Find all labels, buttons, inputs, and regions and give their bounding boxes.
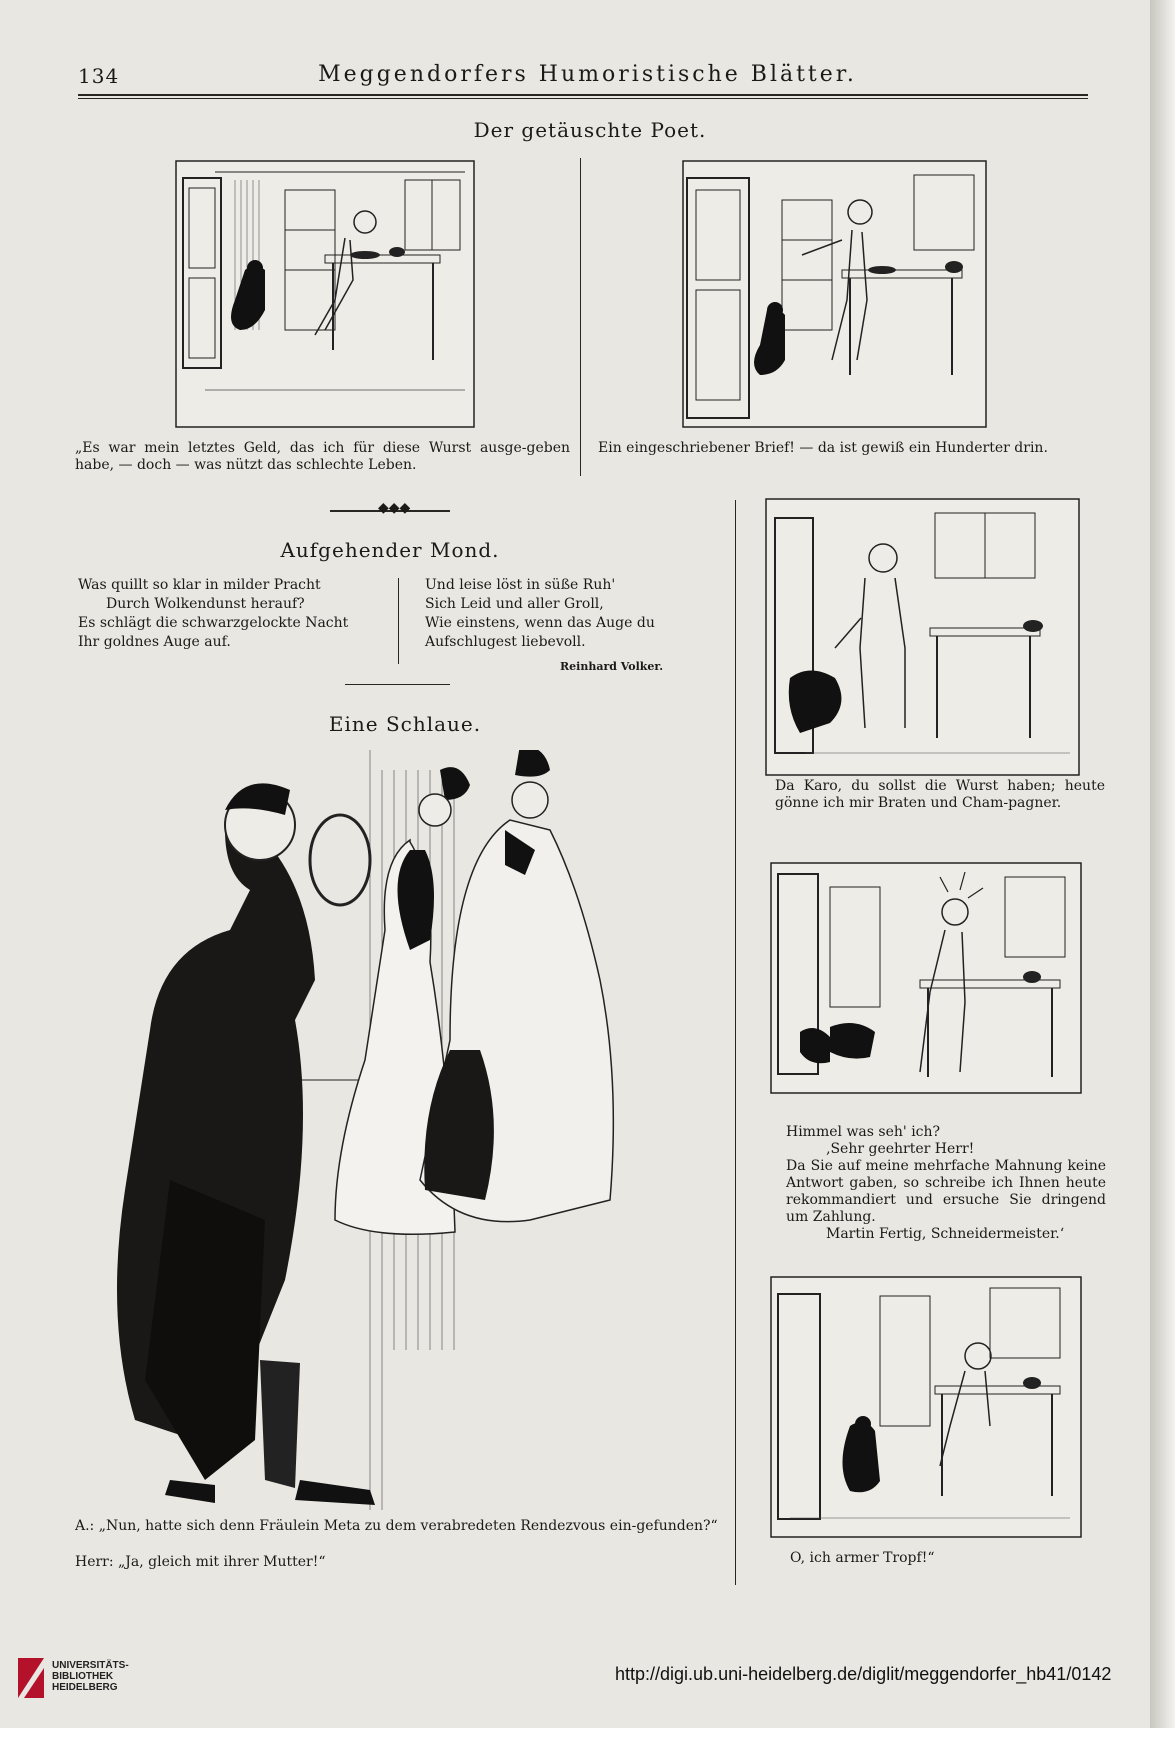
caption-4-line-4: Martin Fertig, Schneidermeister.‘	[826, 1226, 1065, 1242]
section-divider	[345, 684, 450, 685]
schlaue-illustration	[110, 750, 730, 1515]
poem-right-stanza	[425, 576, 725, 652]
logo-line: HEIDELBERG	[52, 1682, 118, 1693]
header-rule	[78, 94, 1088, 96]
poem-left-stanza	[78, 576, 378, 652]
poet-panel-3	[765, 498, 1080, 776]
poem-author: Reinhard Volker.	[560, 660, 664, 673]
poem-line: Sich Leid und aller Groll,	[425, 596, 604, 612]
caption-4-line-2: ‚Sehr geehrter Herr!	[826, 1141, 975, 1157]
poet-panel-1	[175, 160, 475, 428]
poet-illustration-3	[765, 498, 1080, 776]
schlaue-title: Eine Schlaue.	[328, 712, 482, 736]
ornament-glyph: ◆◆◆	[378, 500, 411, 516]
poem-line: Aufschlugest liebevoll.	[425, 634, 586, 650]
poet-caption-5: O, ich armer Tropf!“	[790, 1550, 935, 1566]
poem-line: Durch Wolkendunst herauf?	[106, 596, 305, 612]
schlaue-line-1: A.: „Nun, hatte sich denn Fräulein Meta zu dem verabredeten Rendezvous ein-gefunden?“	[75, 1518, 718, 1534]
university-logo-icon	[18, 1658, 44, 1698]
caption-4-line-3: Da Sie auf meine mehrfache Mahnung keine Antwort gaben, so schreibe ich Ihnen heute rekommandiert und ersuche Sie dringend um Zahlung.	[786, 1158, 1106, 1225]
schlaue-drawing	[110, 750, 730, 1515]
footer-bar	[0, 1728, 1175, 1754]
poem-line: Was quillt so klar in milder Pracht	[78, 577, 321, 593]
poem-title: Aufgehender Mond.	[280, 538, 500, 562]
poet-illustration-1	[175, 160, 475, 428]
poet-panel-4	[770, 862, 1082, 1094]
publication-title: Meggendorfers Humoristische Blätter.	[318, 62, 857, 87]
header-rule-thin	[78, 98, 1088, 99]
poet-caption-4	[786, 1124, 1106, 1243]
poet-caption-3: Da Karo, du sollst die Wurst haben; heute gönne ich mir Braten und Cham-pagner.	[775, 778, 1105, 811]
poet-illustration-4	[770, 862, 1082, 1094]
page-number: 134	[78, 64, 120, 88]
logo-line: BIBLIOTHEK	[52, 1671, 114, 1682]
source-url-link[interactable]: http://digi.ub.uni-heidelberg.de/diglit/meggendorfer_hb41/0142	[615, 1664, 1112, 1684]
poet-caption-1: „Es war mein letztes Geld, das ich für diese Wurst ausge-geben habe, — doch — was nützt das schlechte Leben.	[75, 440, 570, 473]
page-edge	[1150, 0, 1175, 1728]
column-divider-right	[735, 500, 736, 1585]
column-divider	[580, 158, 581, 476]
schlaue-line-2: Herr: „Ja, gleich mit ihrer Mutter!“	[75, 1554, 326, 1570]
poet-caption-2: Ein eingeschriebener Brief! — da ist gewiß ein Hunderter drin.	[598, 440, 1048, 456]
poem-line: Es schlägt die schwarzgelockte Nacht	[78, 615, 349, 631]
university-logo-text	[52, 1660, 129, 1693]
caption-4-line-1: Himmel was seh' ich?	[786, 1124, 941, 1140]
logo-line: UNIVERSITÄTS-	[52, 1660, 129, 1671]
poet-panel-2	[682, 160, 987, 428]
poet-illustration-2	[682, 160, 987, 428]
poem-line: Und leise löst in süße Ruh'	[425, 577, 616, 593]
poet-title: Der getäuschte Poet.	[473, 118, 707, 142]
poet-illustration-5	[770, 1276, 1082, 1538]
poem-divider	[398, 578, 399, 664]
poem-line: Ihr goldnes Auge auf.	[78, 634, 231, 650]
poem-line: Wie einstens, wenn das Auge du	[425, 615, 655, 631]
poet-panel-5	[770, 1276, 1082, 1538]
